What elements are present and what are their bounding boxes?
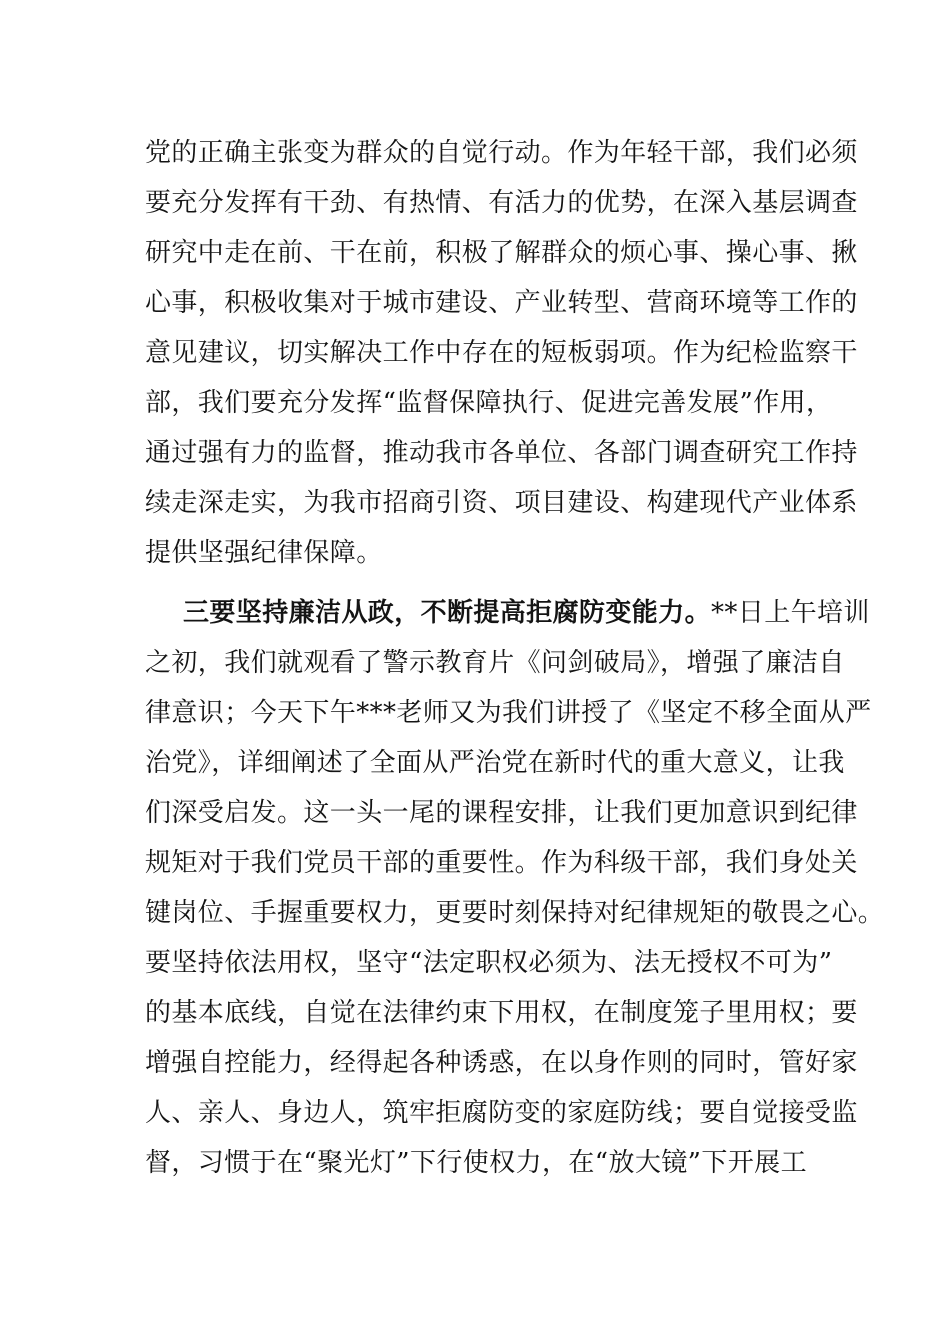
paragraph-1-line-8: 续走深走实，为我市招商引资、项目建设、构建现代产业体系 xyxy=(145,488,858,518)
paragraph-1-line-7: 通过强有力的监督，推动我市各单位、各部门调查研究工作持 xyxy=(145,438,858,468)
paragraph-2-line-11: 人、亲人、身边人，筑牢拒腐防变的家庭防线；要自觉接受监 xyxy=(145,1098,858,1128)
paragraph-2-line-8: 要坚持依法用权，坚守“法定职权必须为、法无授权不可为” xyxy=(145,948,833,978)
paragraph-1-line-6: 部，我们要充分发挥“监督保障执行、促进完善发展”作用， xyxy=(145,388,833,418)
paragraph-1-line-9: 提供坚强纪律保障。 xyxy=(145,538,383,568)
paragraph-2-line-4: 治党》，详细阐述了全面从严治党在新时代的重大意义，让我 xyxy=(145,748,845,778)
paragraph-2-line-10: 增强自控能力，经得起各种诱惑，在以身作则的同时，管好家 xyxy=(145,1048,858,1078)
paragraph-1-line-4: 心事，积极收集对于城市建设、产业转型、营商环境等工作的 xyxy=(145,288,858,318)
paragraph-2-line-2: 之初，我们就观看了警示教育片《问剑破局》，增强了廉洁自 xyxy=(145,648,845,678)
paragraph-1-line-2: 要充分发挥有干劲、有热情、有活力的优势，在深入基层调查 xyxy=(145,188,858,218)
paragraph-2-line-6: 规矩对于我们党员干部的重要性。作为科级干部，我们身处关 xyxy=(145,848,858,878)
paragraph-2-first-line-rest: **日上午培训 xyxy=(711,598,870,628)
paragraph-2-line-12: 督，习惯于在“聚光灯”下行使权力，在“放大镜”下开展工 xyxy=(145,1148,807,1178)
paragraph-1-line-1: 党的正确主张变为群众的自觉行动。作为年轻干部，我们必须 xyxy=(145,138,858,168)
paragraph-2-line-1 xyxy=(183,588,870,638)
paragraph-2-line-7: 键岗位、手握重要权力，更要时刻保持对纪律规矩的敬畏之心。 xyxy=(145,898,885,928)
paragraph-1-line-3: 研究中走在前、干在前，积极了解群众的烦心事、操心事、揪 xyxy=(145,238,858,268)
paragraph-2-line-3: 律意识；今天下午***老师又为我们讲授了《坚定不移全面从严 xyxy=(145,698,872,728)
paragraph-2-line-5: 们深受启发。这一头一尾的课程安排，让我们更加意识到纪律 xyxy=(145,798,858,828)
paragraph-2-heading: 三要坚持廉洁从政，不断提高拒腐防变能力。 xyxy=(183,598,712,628)
paragraph-2-line-9: 的基本底线，自觉在法律约束下用权，在制度笼子里用权；要 xyxy=(145,998,858,1028)
paragraph-1-line-5: 意见建议，切实解决工作中存在的短板弱项。作为纪检监察干 xyxy=(145,338,858,368)
